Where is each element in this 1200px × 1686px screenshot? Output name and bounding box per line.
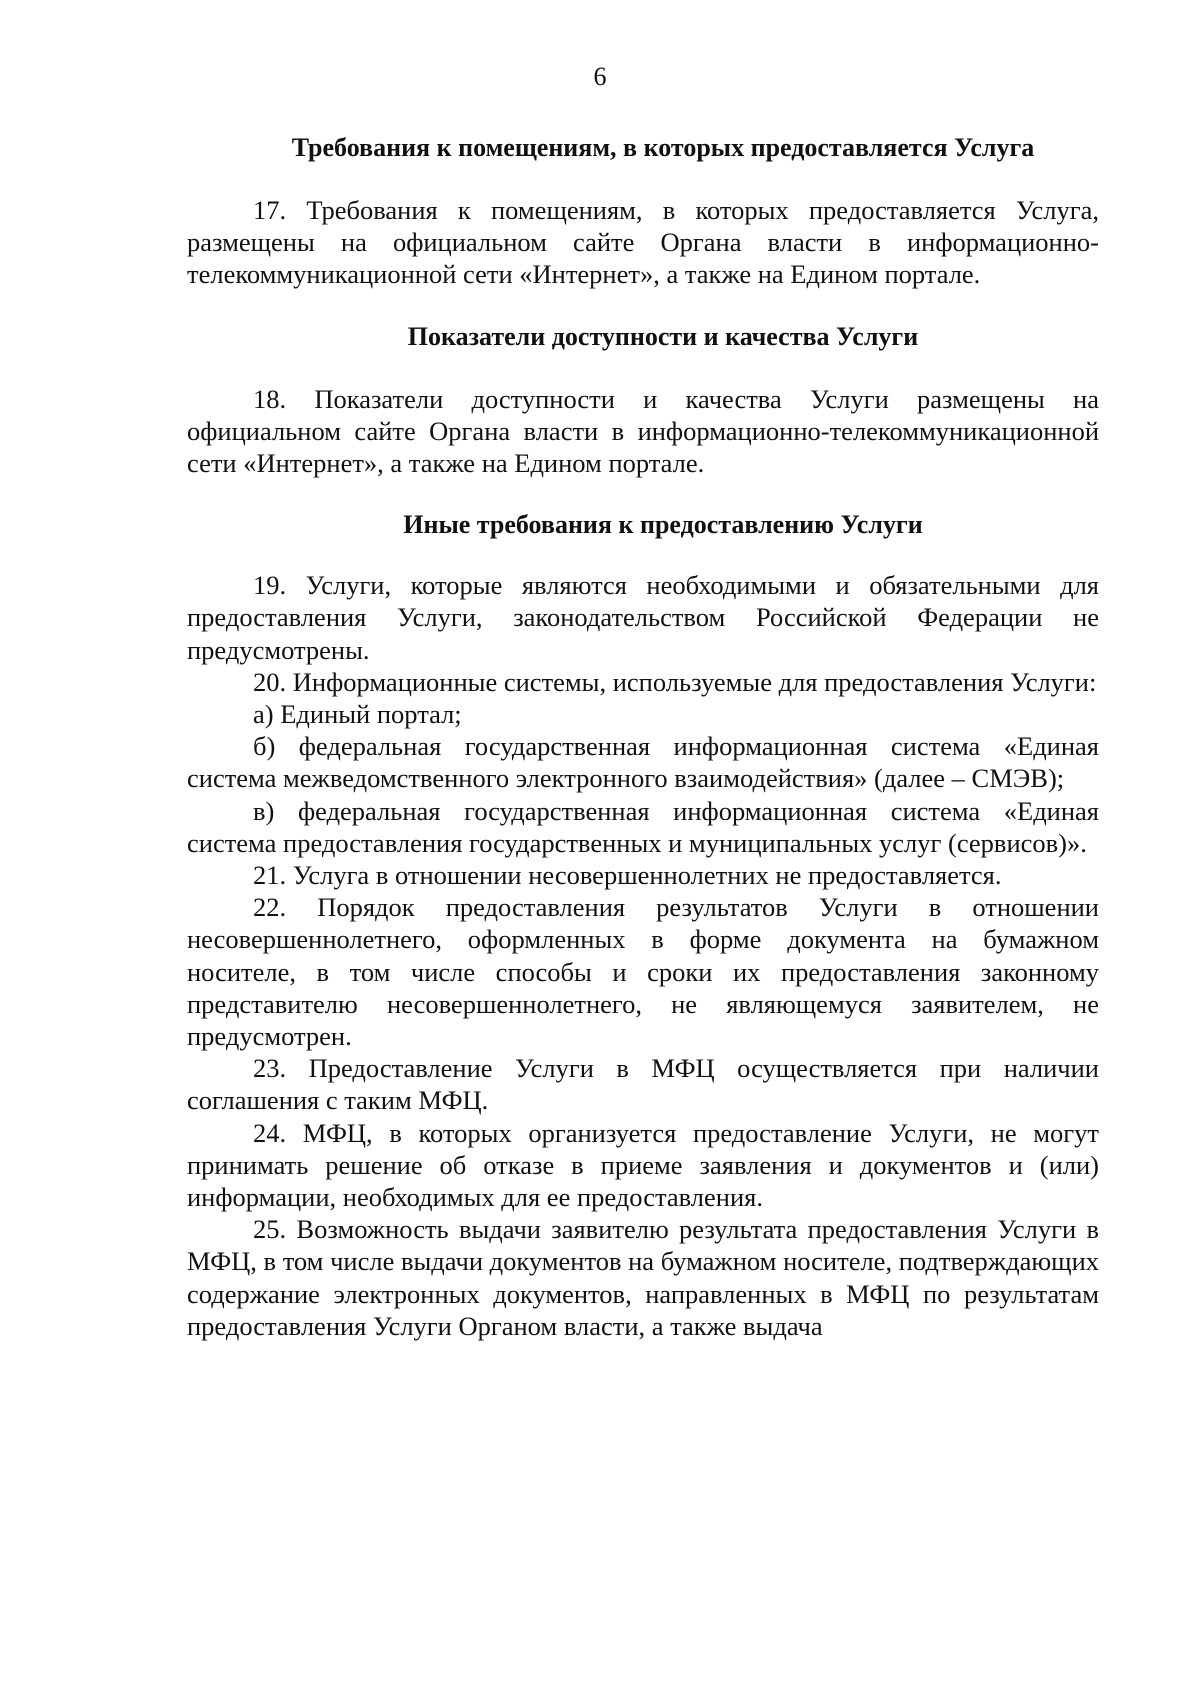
paragraph-24: 24. МФЦ, в которых организуется предоставление Услуги, не могут принимать решение об отказе в приеме заявления и документов и (или) информации, необходимых для ее предоставления. [187, 1117, 1099, 1213]
paragraph-23: 23. Предоставление Услуги в МФЦ осуществляется при наличии соглашения с таким МФЦ. [187, 1053, 1099, 1116]
page-number: 6 [593, 62, 607, 91]
paragraph-17: 17. Требования к помещениям, в которых предоставляется Услуга, размещены на официальном сайте Органа власти в информационно-телекоммуникационной сети «Интернет», а также на Едином портале. [187, 195, 1099, 290]
paragraph-21: 21. Услуга в отношении несовершеннолетних не предоставляется. [253, 860, 1002, 891]
paragraph-22: 22. Порядок предоставления результатов Услуги в отношении несовершеннолетнего, оформленных в форме документа на бумажном носителе, в том числе способы и сроки их предоставления законному представителю несовершеннолетнего, не являющемуся заявителем, не предусмотрен. [187, 892, 1099, 1052]
paragraph-20-v: в) федеральная государственная информационная система «Единая система предоставления государственных и муниципальных услуг (сервисов)». [187, 795, 1099, 858]
paragraph-20-b: б) федеральная государственная информационная система «Единая система межведомственного электронного взаимодействия» (далее – СМЭВ); [187, 731, 1099, 794]
paragraph-18: 18. Показатели доступности и качества Услуги размещены на официальном сайте Органа власти в информационно-телекоммуникационной сети «Интернет», а также на Едином портале. [187, 383, 1099, 479]
document-body [187, 132, 1099, 1342]
section-heading-accessibility: Показатели доступности и качества Услуги [407, 321, 919, 351]
paragraph-20-a: а) Единый портал; [253, 699, 462, 730]
paragraph-25: 25. Возможность выдачи заявителю результата предоставления Услуги в МФЦ, в том числе выдачи документов на бумажном носителе, подтверждающих содержание электронных документов, направленных в МФЦ по результатам предоставления Услуги Органом власти, а также выдача [187, 1214, 1099, 1341]
section-heading-other-requirements: Иные требования к предоставлению Услуги [403, 510, 923, 540]
paragraph-20: 20. Информационные системы, используемые для предоставления Услуги: [253, 666, 1097, 697]
paragraph-19: 19. Услуги, которые являются необходимыми и обязательными для предоставления Услуги, законодательством Российской Федерации не предусмотрены. [187, 570, 1099, 665]
section-heading-premises: Требования к помещениям, в которых предоставляется Услуга [291, 133, 1035, 162]
